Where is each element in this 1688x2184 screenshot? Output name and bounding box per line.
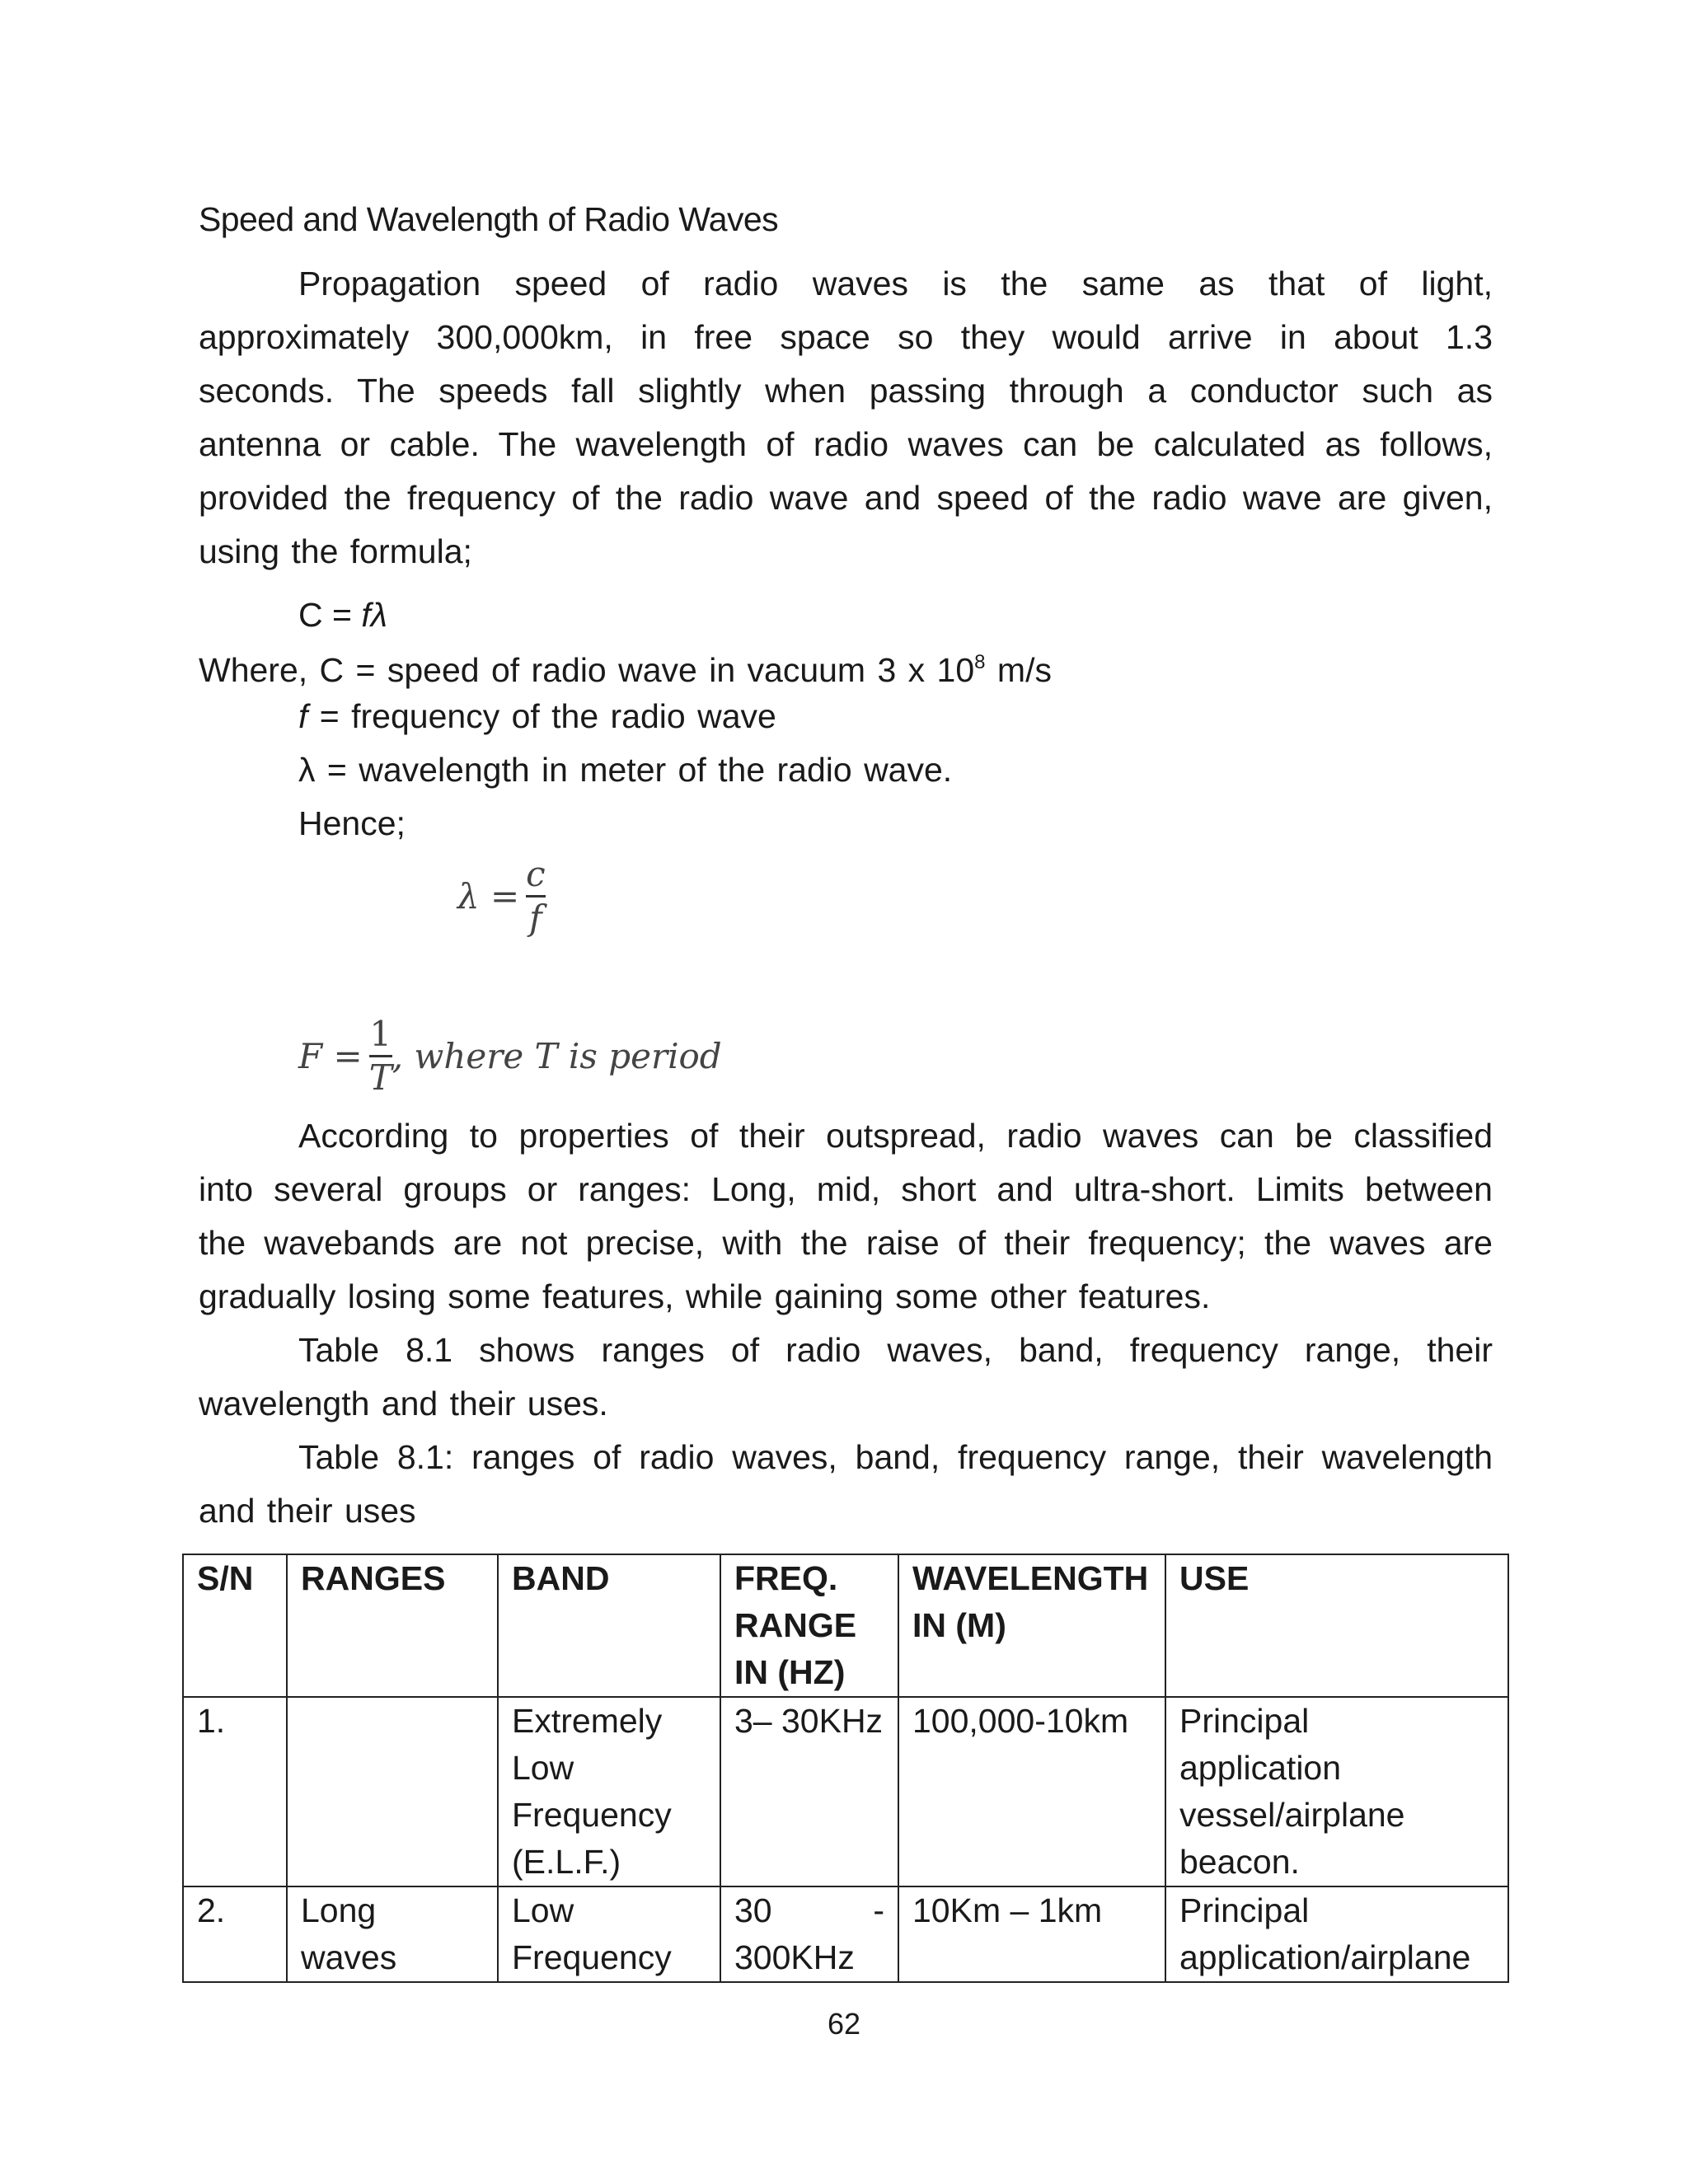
- hence-text: Hence;: [298, 804, 406, 842]
- f-definition: [298, 695, 1493, 738]
- para1-line-1: Propagation speed of radio waves is the same as that of light,: [298, 265, 1493, 302]
- header-freq-line-2: RANGE: [734, 1606, 857, 1644]
- row2-use: [1165, 1886, 1508, 1982]
- where-exponent: 8: [974, 651, 986, 673]
- row1-band: [498, 1697, 720, 1886]
- row1-use-line-1: Principal: [1179, 1702, 1310, 1740]
- header-wavelength: [898, 1554, 1165, 1697]
- row1-use-line-3: vessel/airplane: [1179, 1796, 1405, 1834]
- row1-band-line-3: Frequency: [512, 1796, 672, 1834]
- f-symbol: f: [298, 697, 308, 735]
- row2-wavelength: 10Km – 1km: [898, 1886, 1165, 1982]
- row2-ranges-line-2: waves: [301, 1938, 397, 1976]
- eq2-fraction: [369, 1015, 392, 1097]
- caption-line-1: Table 8.1: ranges of radio waves, band, frequency range, their wavelength: [298, 1438, 1493, 1476]
- para1-line-2: approximately 300,000km, in free space so they would arrive in about 1.3: [199, 318, 1493, 356]
- header-wavelength-line-2: IN (M): [912, 1606, 1006, 1644]
- table-row: [183, 1886, 1508, 1982]
- para2-line-1: According to properties of their outspread, radio waves can be classified: [298, 1117, 1493, 1155]
- equation-frequency: [298, 1015, 722, 1097]
- row1-ranges: [287, 1697, 498, 1886]
- where-line: [199, 641, 1493, 689]
- row1-wavelength: 100,000-10km: [898, 1697, 1165, 1886]
- eq1-denominator: f: [529, 898, 542, 939]
- table-header-row: [183, 1554, 1508, 1697]
- row2-freq: [720, 1886, 898, 1982]
- header-freq-line-1: FREQ.: [734, 1559, 838, 1597]
- header-band: BAND: [498, 1554, 720, 1697]
- row2-freq-end: 300KHz: [734, 1938, 855, 1976]
- row2-ranges: [287, 1886, 498, 1982]
- table-row: [183, 1697, 1508, 1886]
- row2-freq-dash: -: [873, 1891, 884, 1929]
- para1-line-5: provided the frequency of the radio wave and speed of the radio wave are given,: [199, 479, 1493, 517]
- equation-lambda: [457, 855, 546, 937]
- header-wavelength-line-1: WAVELENGTH: [912, 1559, 1149, 1597]
- para2-line-2: into several groups or ranges: Long, mid, short and ultra-short. Limits between: [199, 1170, 1493, 1208]
- para2-line-4: gradually losing some features, while gaining some other features.: [199, 1277, 1211, 1315]
- row2-freq-line-1: [734, 1887, 884, 1934]
- row1-band-line-2: Low: [512, 1749, 574, 1787]
- header-sn: S/N: [183, 1554, 287, 1697]
- row1-band-line-4: (E.L.F.): [512, 1843, 621, 1881]
- header-freq-range: [720, 1554, 898, 1697]
- row1-use-line-2: application: [1179, 1749, 1342, 1787]
- section-heading: Speed and Wavelength of Radio Waves: [199, 200, 779, 238]
- para3-line-2: wavelength and their uses.: [199, 1385, 608, 1422]
- eq2-lhs: F =: [298, 1036, 363, 1077]
- header-freq-line-3: IN (HZ): [734, 1653, 846, 1691]
- row2-band: [498, 1886, 720, 1982]
- header-ranges: RANGES: [287, 1554, 498, 1697]
- eq1-fraction: [526, 855, 546, 937]
- row2-freq-start: 30: [734, 1891, 772, 1929]
- formula-c-right: fλ: [361, 596, 387, 634]
- eq1-numerator: c: [526, 854, 546, 894]
- para1-line-3: seconds. The speeds fall slightly when passing through a conductor such as: [199, 372, 1493, 410]
- row1-band-line-1: Extremely: [512, 1702, 663, 1740]
- row1-use: [1165, 1697, 1508, 1886]
- row1-use-line-4: beacon.: [1179, 1843, 1300, 1881]
- radio-waves-table: [182, 1554, 1509, 1983]
- eq2-rest: , where T is period: [392, 1036, 722, 1077]
- row2-use-line-2: application/airplane: [1179, 1938, 1471, 1976]
- formula-c-left: C =: [298, 596, 362, 634]
- eq2-numerator: 1: [369, 1014, 392, 1054]
- formula-c-equals-f-lambda: [298, 593, 387, 636]
- row1-freq: 3– 30KHz: [720, 1697, 898, 1886]
- where-unit: m/s: [985, 651, 1052, 689]
- row2-use-line-1: Principal: [1179, 1891, 1310, 1929]
- lambda-definition: λ = wavelength in meter of the radio wave.: [298, 751, 953, 789]
- row2-sn: 2.: [183, 1886, 287, 1982]
- row2-ranges-line-1: Long: [301, 1891, 377, 1929]
- eq2-denominator: T: [368, 1057, 392, 1099]
- para1-line-4: antenna or cable. The wavelength of radio waves can be calculated as follows,: [199, 425, 1493, 463]
- para3-line-1: Table 8.1 shows ranges of radio waves, band, frequency range, their: [298, 1331, 1493, 1369]
- f-text: = frequency of the radio wave: [307, 697, 776, 735]
- row2-band-line-1: Low: [512, 1891, 574, 1929]
- page-number: 62: [827, 2007, 861, 2041]
- header-use: USE: [1165, 1554, 1508, 1697]
- row1-sn: 1.: [183, 1697, 287, 1886]
- where-text: Where, C = speed of radio wave in vacuum 3 x 10: [199, 651, 975, 689]
- para1-line-6: using the formula;: [199, 532, 472, 570]
- row2-band-line-2: Frequency: [512, 1938, 672, 1976]
- caption-line-2: and their uses: [199, 1492, 416, 1530]
- eq1-lhs: λ =: [457, 876, 520, 917]
- para2-line-3: the wavebands are not precise, with the raise of their frequency; the waves are: [199, 1224, 1493, 1262]
